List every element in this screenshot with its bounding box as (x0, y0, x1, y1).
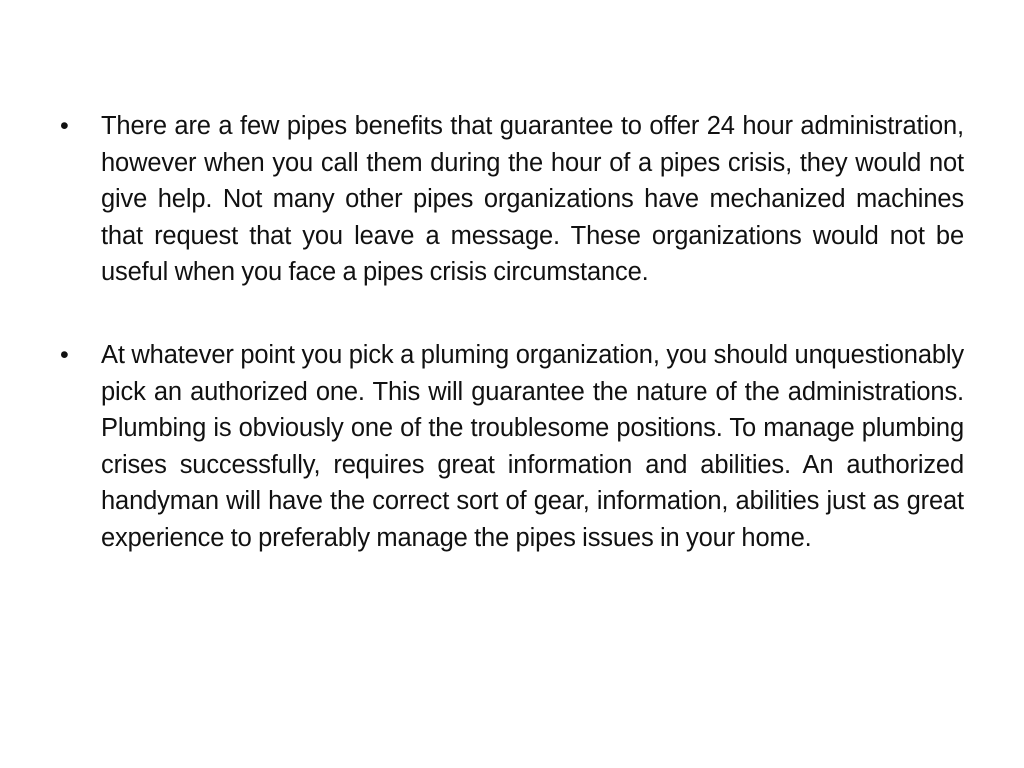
bullet-text: At whatever point you pick a pluming organization, you should unquestionably pick an authorized one. This will guarantee the nature of the administrations. Plumbing is obviously one of the troublesome positions. To manage plumbing crises successfully, requires great information and abilities. An authorized handyman will have the correct sort of gear, information, abilities just as great experience to preferably manage the pipes issues in your home. (101, 340, 964, 552)
bullet-item (60, 108, 964, 291)
bullet-marker: • (60, 340, 69, 369)
bullet-item (60, 337, 964, 557)
bullet-list (60, 108, 964, 603)
bullet-marker: • (60, 112, 69, 140)
bullet-text: There are a few pipes benefits that guarantee to offer 24 hour administration, however when you call them during the hour of a pipes crisis, they would not give help. Not many other pipes organizations have mechanized machines that request that you leave a message. These organizations would not be useful when you face a pipes crisis circumstance. (101, 112, 964, 287)
